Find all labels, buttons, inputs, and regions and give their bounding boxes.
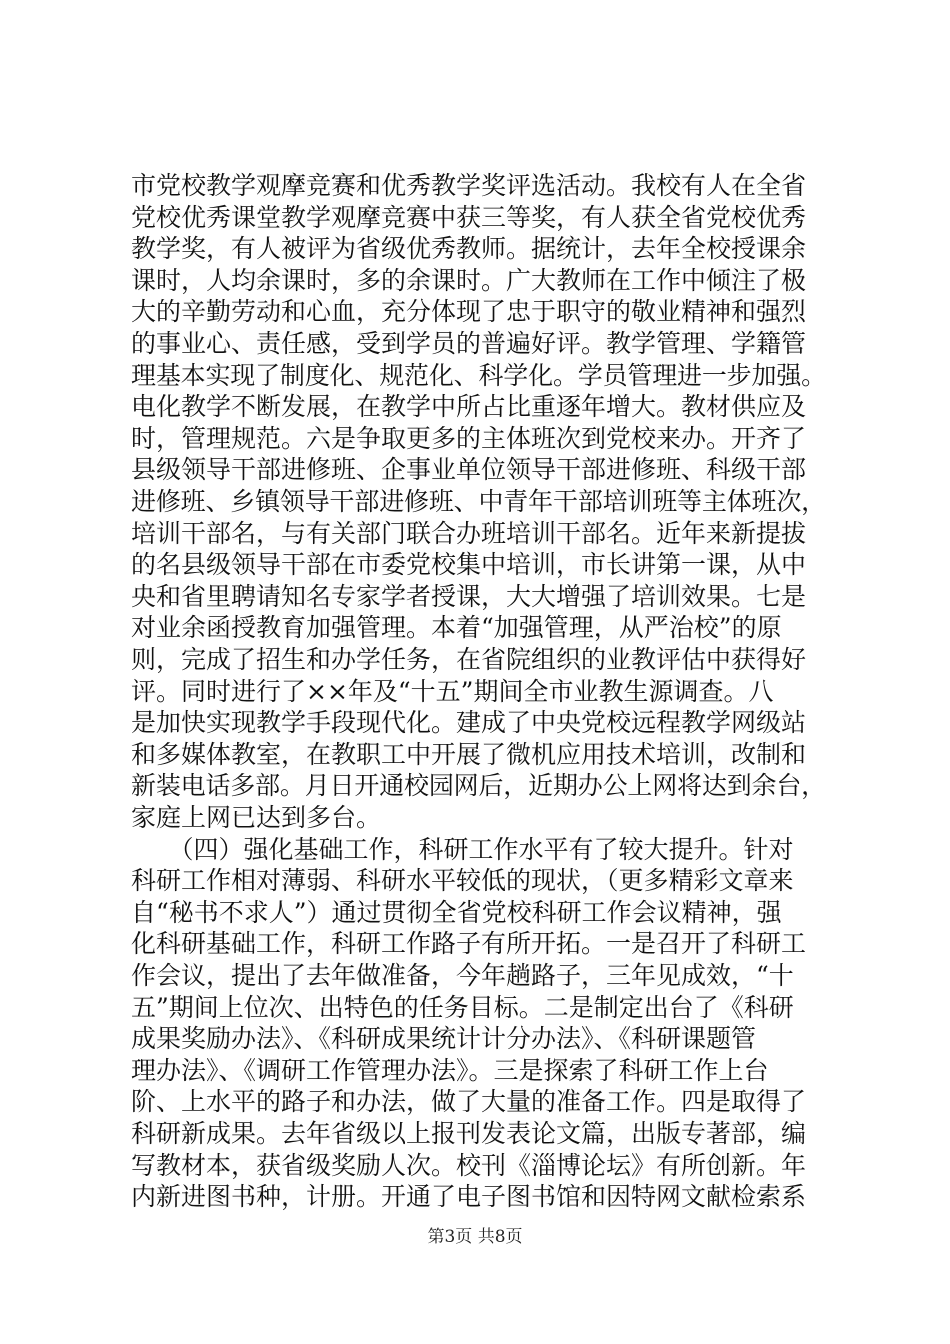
text-line: （四）强化基础工作，科研工作水平有了较大提升。针对 [131, 834, 794, 864]
text-line: 是加快实现教学手段现代化。建成了中央党校远程教学网级站 [131, 708, 807, 738]
text-line: 时，管理规范。六是争取更多的主体班次到党校来办。开齐了 [131, 423, 807, 453]
text-line: 教学奖，有人被评为省级优秀教师。据统计，去年全校授课余 [131, 234, 807, 264]
text-line: 五”期间上位次、出特色的任务目标。二是制定出台了《科研 [131, 992, 794, 1022]
text-line: 科研工作相对薄弱、科研水平较低的现状，（更多精彩文章来 [131, 866, 794, 896]
text-line: 党校优秀课堂教学观摩竞赛中获三等奖，有人获全省党校优秀 [131, 202, 807, 232]
text-line: 大的辛勤劳动和心血，充分体现了忠于职守的敬业精神和强烈 [131, 297, 807, 327]
text-line: 家庭上网已达到多台。 [131, 803, 382, 832]
text-line: 科研新成果。去年省级以上报刊发表论文篇，出版专著部，编 [131, 1119, 807, 1148]
text-line: 电化教学不断发展，在教学中所占比重逐年增大。教材供应及 [131, 392, 807, 422]
page-number-footer: 第3页 共8页 [427, 1227, 523, 1247]
text-line: 理基本实现了制度化、规范化、科学化。学员管理进一步加强。 [131, 360, 826, 390]
text-line: 自“秘书不求人”）通过贯彻全省党校科研工作会议精神，强 [131, 897, 782, 927]
text-line: 培训干部名，与有关部门联合办班培训干部名。近年来新提拔 [131, 518, 807, 548]
text-line: 市党校教学观摩竞赛和优秀教学奖评选活动。我校有人在全省 [131, 171, 807, 200]
text-line: 作会议，提出了去年做准备，今年趟路子，三年见成效，“十 [131, 961, 794, 990]
text-line: 内新进图书种，计册。开通了电子图书馆和因特网文献检索系 [131, 1182, 807, 1212]
text-line: 阶、上水平的路子和办法，做了大量的准备工作。四是取得了 [131, 1087, 807, 1117]
text-line: 评。同时进行了××年及“十五”期间全市业教生源调查。八 [131, 676, 774, 706]
text-line: 则，完成了招生和办学任务，在省院组织的业教评估中获得好 [131, 645, 807, 674]
text-line: 和多媒体教室，在教职工中开展了微机应用技术培训，改制和 [131, 739, 807, 769]
text-line: 进修班、乡镇领导干部进修班、中青年干部培训班等主体班次， [131, 487, 826, 516]
text-line: 的名县级领导干部在市委党校集中培训，市长讲第一课，从中 [131, 550, 807, 580]
text-line: 的事业心、责任感，受到学员的普遍好评。教学管理、学籍管 [131, 329, 807, 358]
text-line: 对业余函授教育加强管理。本着“加强管理，从严治校”的原 [131, 613, 782, 643]
text-line: 写教材本，获省级奖励人次。校刊《淄博论坛》有所创新。年 [131, 1150, 807, 1180]
text-line: 课时，人均余课时，多的余课时。广大教师在工作中倾注了极 [131, 265, 807, 295]
text-line: 县级领导干部进修班、企事业单位领导干部进修班、科级干部 [131, 455, 807, 485]
text-line: 新装电话多部。月日开通校园网后，近期办公上网将达到余台， [131, 771, 826, 801]
text-line: 化科研基础工作，科研工作路子有所开拓。一是召开了科研工 [131, 929, 807, 959]
text-line: 成果奖励办法》、《科研成果统计计分办法》、《科研课题管 [131, 1024, 757, 1054]
text-line: 央和省里聘请知名专家学者授课，大大增强了培训效果。七是 [131, 581, 807, 611]
text-line: 理办法》、《调研工作管理办法》。三是探索了科研工作上台 [131, 1055, 769, 1085]
